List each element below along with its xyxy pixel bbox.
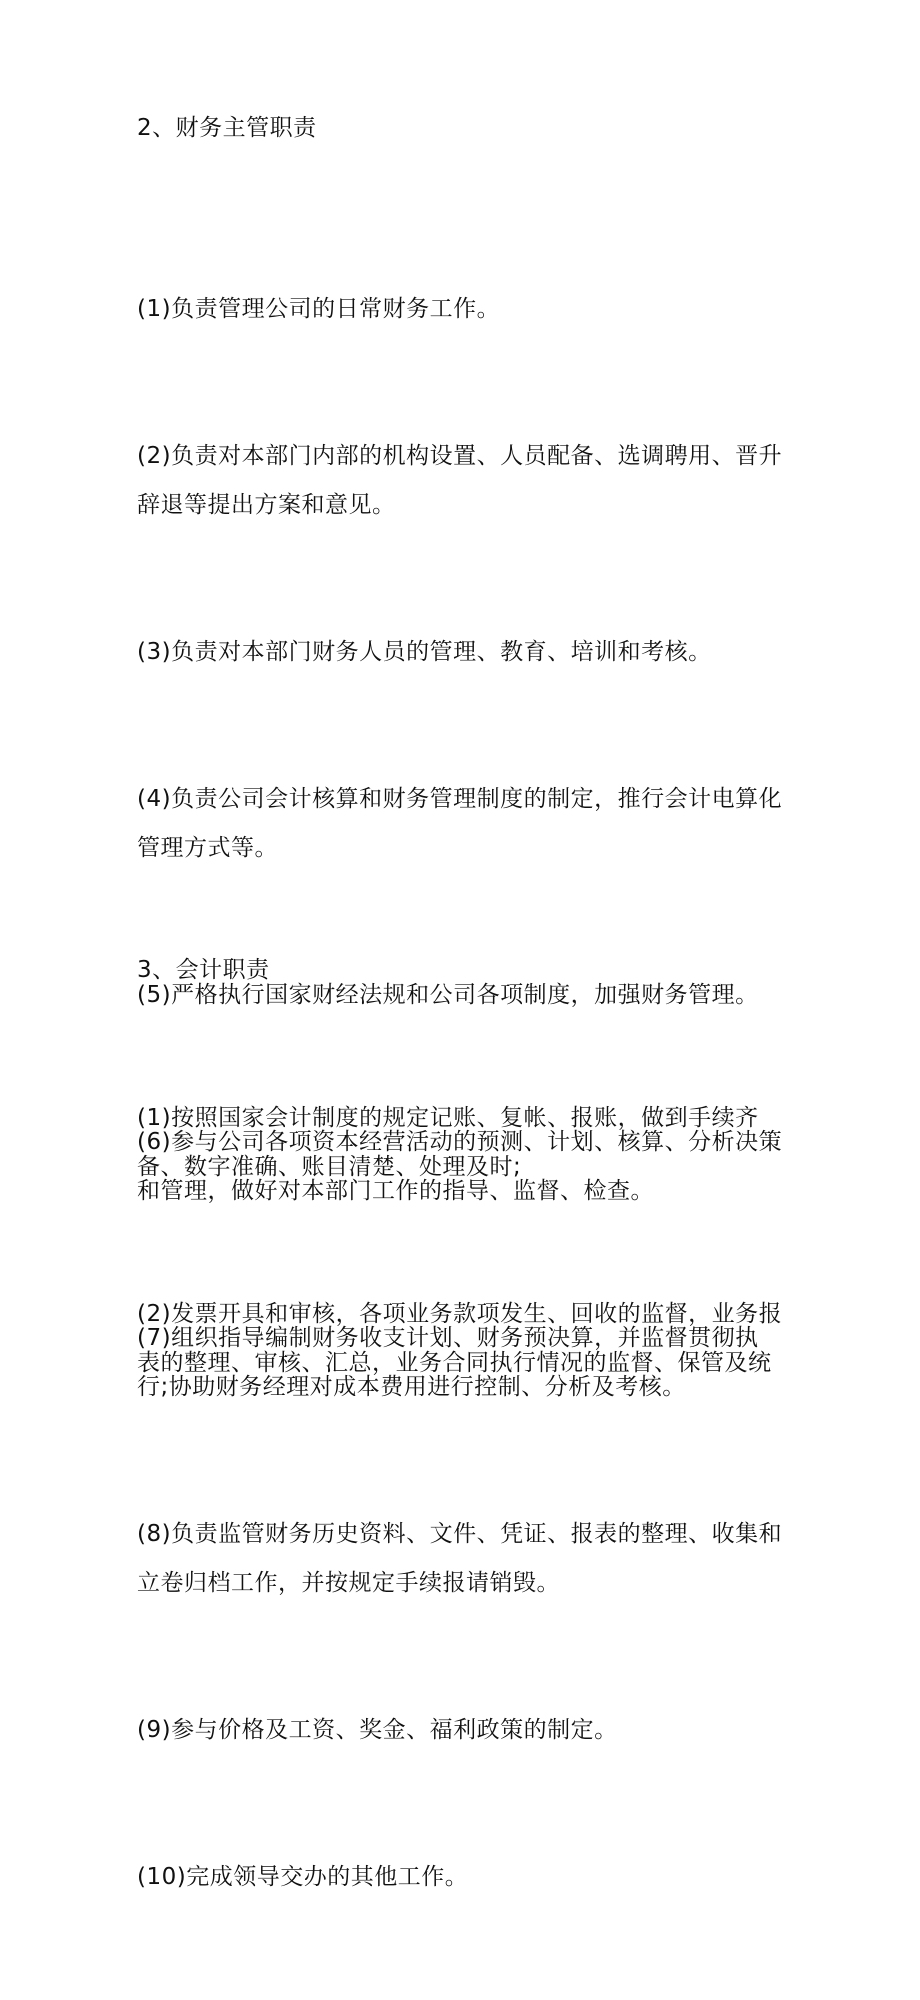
duty-item: (2)负责对本部门内部的机构设置、人员配备、选调聘用、晋升辞退等提出方案和意见。	[137, 443, 783, 518]
duty-item: (10)完成领导交办的其他工作。	[137, 1864, 469, 1890]
duty-item: (6)参与公司各项资本经营活动的预测、计划、核算、分析决策和管理，做好对本部门工作的指导、监督、检查。	[137, 1129, 783, 1204]
duty-item: (2)发票开具和审核，各项业务款项发生、回收的监督，业务报表的整理、审核、汇总，业务合同执行情况的监督、保管及统	[137, 1301, 783, 1376]
section-heading-accountant: 3、会计职责	[137, 957, 270, 983]
duty-item: (7)组织指导编制财务收支计划、财务预决算，并监督贯彻执行;协助财务经理对成本费用进行控制、分析及考核。	[137, 1325, 759, 1400]
duty-item: (8)负责监管财务历史资料、文件、凭证、报表的整理、收集和立卷归档工作，并按规定手续报请销毁。	[137, 1521, 783, 1596]
duty-item: (4)负责公司会计核算和财务管理制度的制定，推行会计电算化管理方式等。	[137, 786, 783, 861]
duty-item: (9)参与价格及工资、奖金、福利政策的制定。	[137, 1717, 618, 1743]
duty-item: (3)负责对本部门财务人员的管理、教育、培训和考核。	[137, 639, 712, 665]
duty-item: (5)严格执行国家财经法规和公司各项制度，加强财务管理。	[137, 982, 759, 1008]
section-body-accountant	[137, 996, 787, 1486]
section-heading-finance-supervisor: 2、财务主管职责	[137, 115, 317, 141]
duty-item: (1)负责管理公司的日常财务工作。	[137, 296, 501, 322]
duty-item: (1)按照国家会计制度的规定记账、复帐、报账，做到手续齐备、数字准确、账目清楚、处理及时;	[137, 1105, 759, 1180]
